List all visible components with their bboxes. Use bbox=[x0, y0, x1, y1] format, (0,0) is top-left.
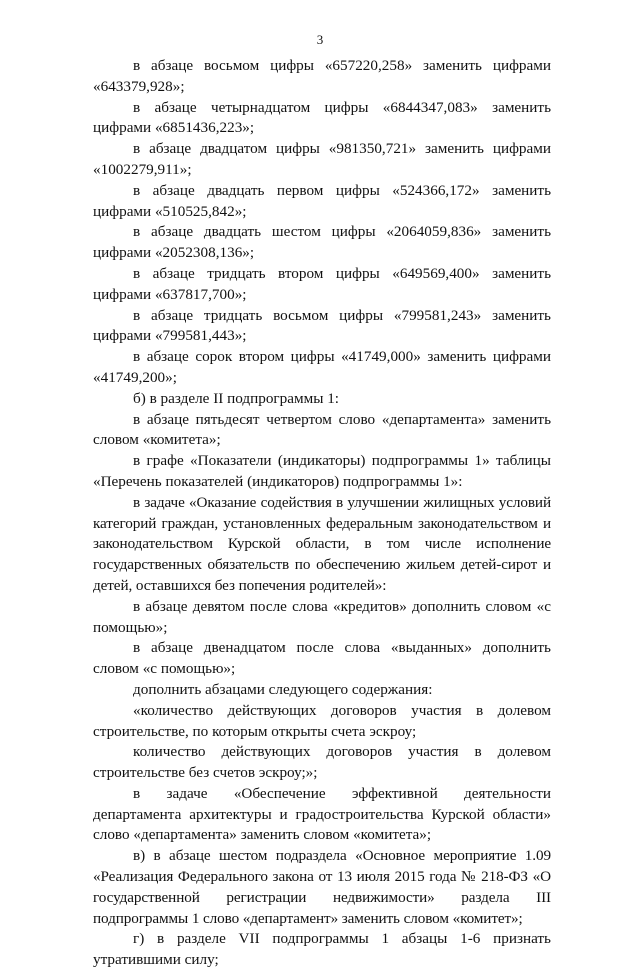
paragraph: в графе «Показатели (индикаторы) подпрограммы 1» таблицы «Перечень показателей (индикаторов) подпрограммы 1»: bbox=[93, 452, 551, 490]
paragraph: в) в абзаце шестом подраздела «Основное мероприятие 1.09 «Реализация Федерального закона от 13 июля 2015 года № 218-ФЗ «О государственной регистрации недвижимости» раздела III подпрограммы 1 слово «департамент» заменить словом «комитет»; bbox=[93, 847, 551, 927]
page-number: 3 bbox=[316, 32, 324, 47]
paragraph: «количество действующих договоров участия в долевом строительстве, по которым открыты счета эскроу; bbox=[93, 701, 551, 740]
paragraph: г) в разделе VII подпрограммы 1 абзацы 1-6 признать утратившими силу; bbox=[93, 930, 551, 969]
paragraph: б) в разделе II подпрограммы 1: bbox=[133, 389, 340, 407]
paragraph: в абзаце пятьдесят четвертом слово «департамента» заменить словом «комитета»; bbox=[93, 410, 551, 449]
paragraph: в абзаце двадцать шестом цифры «2064059,836» заменить цифрами «2052308,136»; bbox=[93, 223, 551, 262]
paragraph: в абзаце сорок втором цифры «41749,000» заменить цифрами «41749,200»; bbox=[93, 348, 551, 386]
paragraph: в абзаце двадцать первом цифры «524366,172» заменить цифрами «510525,842»; bbox=[93, 181, 551, 220]
paragraph: количество действующих договоров участия в долевом строительстве без счетов эскроу;»; bbox=[93, 743, 551, 782]
document-body bbox=[93, 56, 551, 971]
paragraph: в абзаце восьмом цифры «657220,258» заменить цифрами «643379,928»; bbox=[93, 57, 551, 95]
paragraph: в абзаце двенадцатом после слова «выданных» дополнить словом «с помощью»; bbox=[93, 639, 551, 678]
paragraph: в задаче «Обеспечение эффективной деятельности департамента архитектуры и градостроительства Курской области» слово «департамента» заменить словом «комитета»; bbox=[93, 784, 551, 844]
paragraph: в задаче «Оказание содействия в улучшении жилищных условий категорий граждан, установленных федеральным законодательством и законодательством Курской области, в том числе исполнение государственных обязательств по обеспечению жильем детей-сирот и детей, оставшихся без попечения родителей»: bbox=[93, 493, 551, 594]
paragraph: в абзаце девятом после слова «кредитов» дополнить словом «с помощью»; bbox=[93, 597, 551, 636]
paragraph: в абзаце тридцать втором цифры «649569,400» заменить цифрами «637817,700»; bbox=[93, 264, 551, 303]
paragraph: в абзаце тридцать восьмом цифры «799581,243» заменить цифрами «799581,443»; bbox=[93, 306, 551, 345]
paragraph: в абзаце двадцатом цифры «981350,721» заменить цифрами «1002279,911»; bbox=[93, 140, 551, 178]
paragraph: в абзаце четырнадцатом цифры «6844347,083» заменить цифрами «6851436,223»; bbox=[93, 98, 551, 137]
paragraph: дополнить абзацами следующего содержания: bbox=[133, 680, 433, 698]
